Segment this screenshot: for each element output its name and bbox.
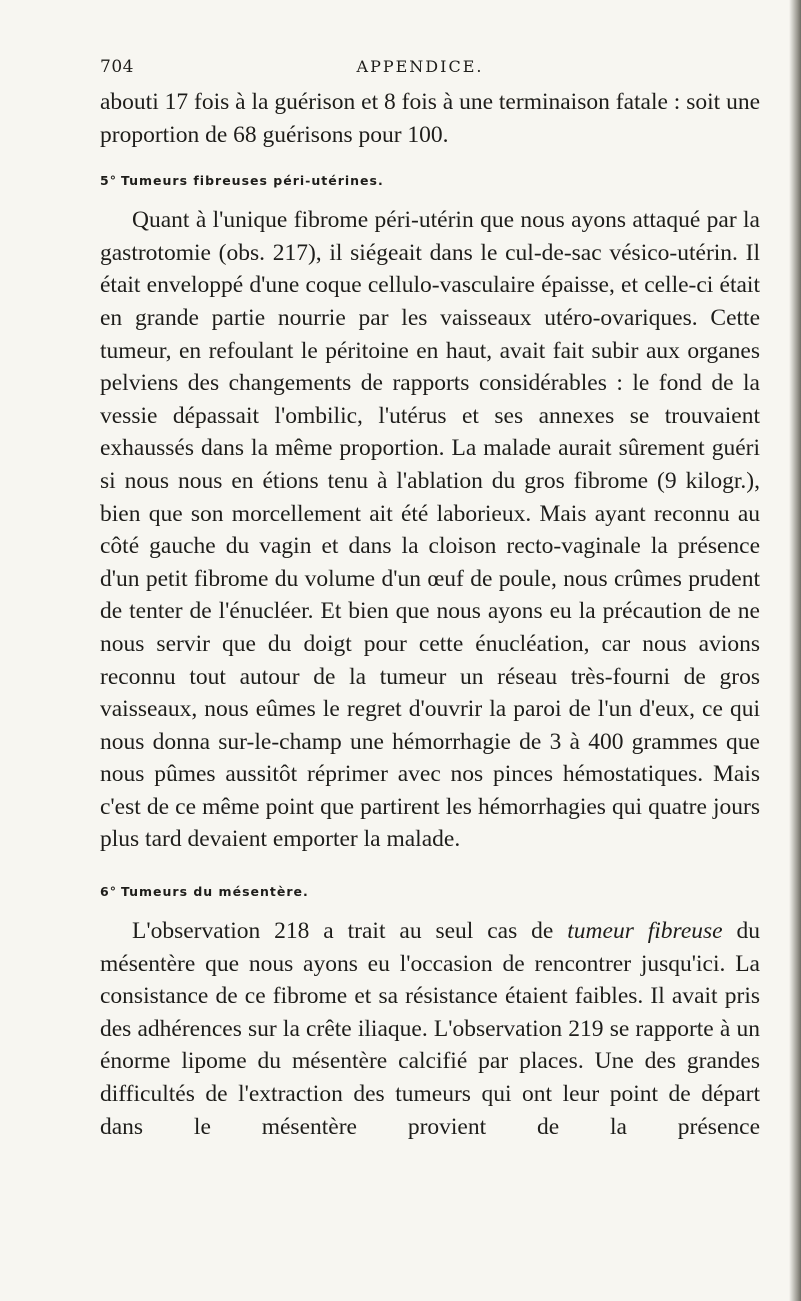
paragraph-continuation: abouti 17 fois à la guérison et 8 fois à une terminaison fatale : soit une proportion de 68 guérisons pour 100. [100, 89, 760, 148]
section-title: Tumeurs fibreuses péri-utérines. [120, 173, 384, 189]
paragraph-text: du mésentère que nous ayons eu l'occasion de rencontrer jusqu'ici. La consistance de ce fibrome et sa résistance étaient faibles. Il avait pris des adhérences sur la crête iliaque. L'observation 219 se rapporte à un énorme lipome du mésentère calcifié par places. Une des grandes difficultés de l'extraction des tumeurs qui ont leur point de départ dans le mésentère provient de la présence [100, 918, 761, 1140]
section-heading-6 [100, 882, 760, 902]
paragraph-text: L'observation 218 a trait au seul cas de [132, 918, 554, 945]
italic-term: tumeur fibreuse [567, 918, 723, 945]
section-number: 5° [100, 173, 117, 189]
paragraph-fibrome-peri-uterin: Quant à l'unique fibrome péri-utérin que nous ayons attaqué par la gastrotomie (obs. 217), il siégeait dans le cul-de-sac vésico-utérin. Il était enveloppé d'une coque cellulo-vasculaire épaisse, et celle-ci était en grande partie nourrie par les vaisseaux utéro-ovariques. Cette tumeur, en refoulant le péritoine en haut, avait fait subir aux organes pelviens des changements de rapports considérables : le fond de la vessie dépassait l'ombilic, l'utérus et ses annexes se trouvaient exhaussés dans la même proportion. La malade aurait sûrement guéri si nous nous en étions tenu à l'ablation du gros fibrome (9 kilogr.), bien que son morcellement ait été laborieux. Mais ayant reconnu au côté gauche du vagin et dans la cloison recto-vaginale la présence d'un petit fibrome du volume d'un œuf de poule, nous crûmes prudent de tenter de l'énucléer. Et bien que nous ayons eu la précaution de ne nous servir que du doigt pour cette énucléation, car nous avions reconnu tout autour de la tumeur un réseau très-fourni de gros vaisseaux, nous eûmes le regret d'ouvrir la paroi de l'un d'eux, ce qui nous donna sur-le-champ une hémorrhagie de 3 à 400 grammes que nous pûmes aussitôt réprimer avec nos pinces hémostatiques. Mais c'est de ce même point que partirent les hémorrhagies qui quatre jours plus tard devaient emporter la malade. [100, 207, 760, 853]
section-number: 6° [100, 884, 117, 900]
body-text [100, 86, 760, 1143]
running-title: APPENDICE. [356, 57, 484, 76]
section-heading-5 [100, 171, 760, 191]
section-title: Tumeurs du mésentère. [120, 884, 309, 900]
page-header [100, 57, 740, 85]
page-edge-shadow [789, 0, 801, 1301]
paragraph-mesentere [100, 915, 760, 1143]
page-number: 704 [100, 57, 134, 77]
